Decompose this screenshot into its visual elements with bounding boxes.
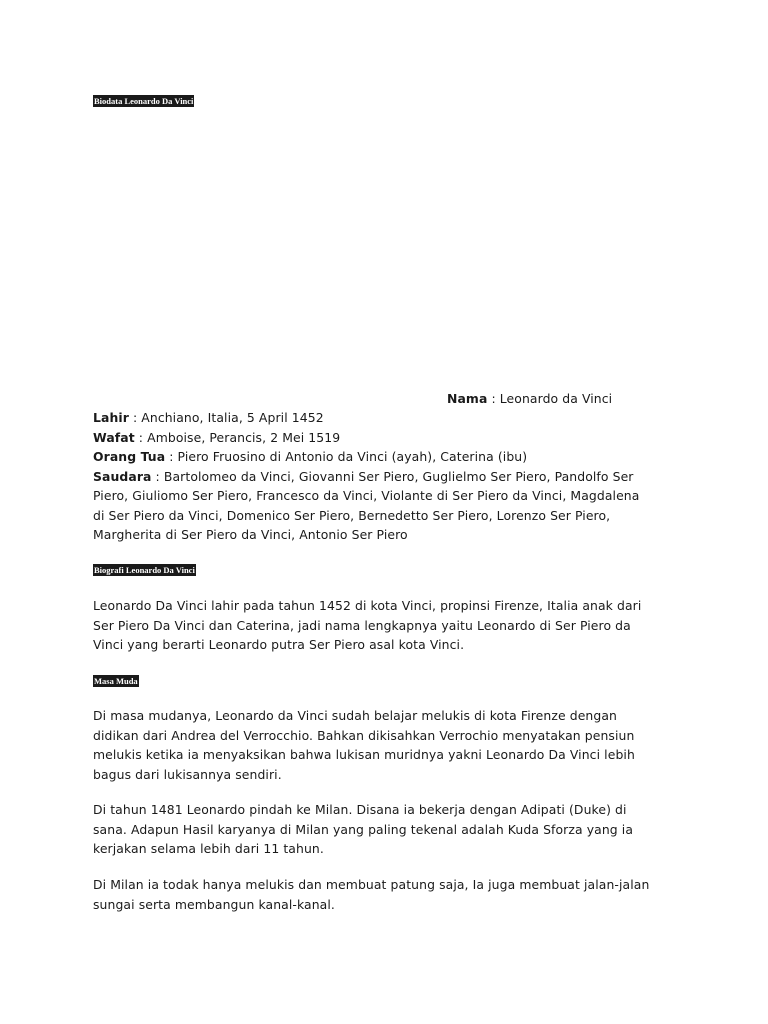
wafat-label: Wafat bbox=[93, 429, 135, 445]
biodata-nama bbox=[447, 389, 747, 409]
saudara-line-4: Margherita di Ser Piero da Vinci, Antonio Ser Piero bbox=[93, 527, 408, 542]
biografi-line: Vinci yang berarti Leonardo putra Ser Piero asal kota Vinci. bbox=[93, 637, 465, 652]
biografi-paragraph bbox=[93, 596, 693, 655]
orang-tua-label: Orang Tua bbox=[93, 449, 166, 464]
nama-value: : Leonardo da Vinci bbox=[487, 391, 613, 406]
nama-label: Nama bbox=[447, 391, 488, 406]
biografi-heading: Biografi Leonardo Da Vinci bbox=[94, 565, 195, 575]
lahir-value: : Anchiano, Italia, 5 April 1452 bbox=[128, 410, 324, 425]
paragraph-line: didikan dari Andrea del Verrocchio. Bahkan dikisahkan Verrochio menyatakan pensiun bbox=[93, 727, 635, 743]
biografi-line: Leonardo Da Vinci lahir pada tahun 1452 di kota Vinci, propinsi Firenze, Italia anak dari bbox=[93, 598, 642, 613]
biodata-heading: Biodata Leonardo Da Vinci bbox=[94, 96, 194, 106]
paragraph-line: Di Milan ia todak hanya melukis dan membuat patung saja, Ia juga membuat jalan-jalan bbox=[93, 877, 650, 892]
wafat-value: : Amboise, Perancis, 2 Mei 1519 bbox=[134, 429, 341, 445]
paragraph-line: melukis ketika ia menyaksikan bahwa lukisan muridnya yakni Leonardo Da Vinci lebih bbox=[93, 747, 635, 762]
lahir-label: Lahir bbox=[93, 410, 129, 425]
paragraph-line: Di masa mudanya, Leonardo da Vinci sudah belajar melukis di kota Firenze dengan bbox=[93, 708, 617, 723]
paragraph-line: sungai serta membangun kanal-kanal. bbox=[93, 896, 335, 912]
orang-tua-value: : Piero Fruosino di Antonio da Vinci (ayah), Caterina (ibu) bbox=[165, 449, 528, 464]
biodata-details bbox=[93, 408, 693, 545]
paragraph-line: kerjakan selama lebih dari 11 tahun. bbox=[93, 841, 324, 856]
masa-muda-paragraph-3 bbox=[93, 875, 693, 914]
paragraph-line: bagus dari lukisannya sendiri. bbox=[93, 766, 282, 782]
masa-muda-paragraph-1 bbox=[93, 706, 693, 784]
biodata-orang-tua bbox=[93, 447, 693, 467]
saudara-line-3: di Ser Piero da Vinci, Domenico Ser Piero, Bernedetto Ser Piero, Lorenzo Ser Piero, bbox=[93, 507, 611, 523]
paragraph-line: sana. Adapun Hasil karyanya di Milan yang paling tekenal adalah Kuda Sforza yang ia bbox=[93, 821, 634, 837]
biodata-saudara bbox=[93, 467, 693, 487]
biodata-wafat bbox=[93, 428, 693, 448]
paragraph-line: Di tahun 1481 Leonardo pindah ke Milan. Disana ia bekerja dengan Adipati (Duke) di bbox=[93, 802, 627, 817]
masa-muda-paragraph-2 bbox=[93, 800, 693, 859]
saudara-label: Saudara bbox=[93, 468, 152, 484]
saudara-line-2: Piero, Giuliomo Ser Piero, Francesco da Vinci, Violante di Ser Piero da Vinci, Magdalena bbox=[93, 488, 640, 503]
saudara-line-1: : Bartolomeo da Vinci, Giovanni Ser Piero, Guglielmo Ser Piero, Pandolfo Ser bbox=[151, 468, 634, 484]
masa-muda-heading: Masa Muda bbox=[94, 676, 138, 686]
biodata-lahir bbox=[93, 408, 693, 428]
biografi-line: Ser Piero Da Vinci dan Caterina, jadi nama lengkapnya yaitu Leonardo di Ser Piero da bbox=[93, 617, 631, 633]
